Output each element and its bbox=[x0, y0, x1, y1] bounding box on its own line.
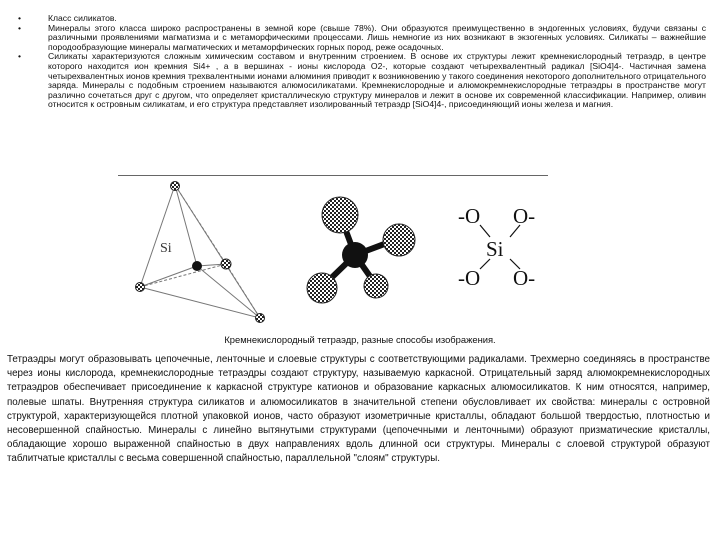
oxygen-atom-left bbox=[136, 283, 145, 292]
oxygen-atom-top bbox=[171, 182, 180, 191]
tetra-si-label: Si bbox=[160, 241, 172, 256]
tetrahedron-wireframe bbox=[140, 185, 260, 318]
bullet-item bbox=[14, 24, 706, 53]
oxygen-ball-right bbox=[383, 224, 415, 256]
structural-formula bbox=[458, 204, 535, 290]
formula-si: Si bbox=[486, 237, 504, 261]
oxygen-ball-bottom bbox=[364, 274, 388, 298]
oxygen-ball-left bbox=[307, 273, 337, 303]
figure-svg bbox=[118, 180, 558, 330]
oxygen-atom-back bbox=[221, 259, 231, 269]
bullet-dot-icon: • bbox=[18, 22, 22, 33]
formula-o-bottom-right: O- bbox=[513, 266, 536, 290]
formula-o-top-left: -O bbox=[458, 204, 481, 228]
bullet-text: Минералы этого класса широко распространены в земной коре (свыше 78%). Они образуются преимущественно в эндогенных условиях, будучи связаны с различными проявлениями магматизма и с метаморфическими процессами. Лишь немногие из них возникают в экзогенных условиях. Силикаты – важнейшие породообразующие минералы магматических и метаморфических горных пород, реже осадочных. bbox=[48, 22, 706, 52]
silicon-atom bbox=[192, 261, 202, 271]
figure-caption: Кремнекислородный тетраэдр, разные способы изображения. bbox=[224, 334, 496, 345]
silicon-ball bbox=[342, 242, 368, 268]
ball-and-stick-model bbox=[307, 197, 415, 303]
main-paragraph: Тетраэдры могут образовывать цепочечные, ленточные и слоевые структуры с соответствующими радикалами. Трехмерно соединяясь в пространстве через ионы кислорода, кремнекислородные тетраэдры создают структуру, называемую каркасной. Отрицательный заряд алюмокремнекислородных тетраэдров обеспечивает присоединение к каркасной структуре катионов и образование каркасных алюмосиликатов. К ним относятся, например, полевые шпаты. Внутренняя структура силикатов и алюмосиликатов в значительной степени обусловливает их свойства: минералы с островной структурой, характеризующейся плотной упаковкой ионов, часто образуют изометричные кристаллы, обладают большой твердостью, плотностью и несовершенной спайностью. Минералы с линейно вытянутыми структурами (цепочечными и ленточными) образуют призматические кристаллы, обладающие хорошо выраженной спайностью в двух направлениях вдоль длинной оси структуры. Минералы с слоевой структурой образуют таблитчатые кристаллы с весьма совершенной спайностью, параллельной "слоям" структуры. bbox=[7, 354, 710, 465]
divider-line bbox=[118, 175, 548, 176]
formula-o-top-right: O- bbox=[513, 204, 536, 228]
formula-o-bottom-left: -O bbox=[458, 266, 481, 290]
bullet-dot-icon: • bbox=[18, 51, 22, 62]
bullet-list bbox=[14, 14, 706, 110]
oxygen-ball-top bbox=[322, 197, 358, 233]
tetrahedron-figure bbox=[118, 180, 558, 330]
bullet-dot-icon: • bbox=[18, 13, 22, 23]
bullet-item bbox=[14, 52, 706, 110]
oxygen-atom-bottom bbox=[256, 314, 265, 323]
bullet-text: Класс силикатов. bbox=[48, 13, 117, 23]
bullet-text: Силикаты характеризуются сложным химическим составом и внутренним строением. В основе их структуры лежит кремнекислородный тетраэдр, в центре которого находится ион кремния Si4+ , а в вершинах - ионы кислорода О2-, которые создают четырехвалентный радикал [SiO4]4-. Частичная замена четырехвалентных ионов кремния трехвалентными ионами алюминия приводит к возникновению у такого соединения некоторого дополнительного отрицательного заряда. Минералы с подобным строением называются алюмосиликатами. Кремнекислородные и алюмокремнекислородные тетраэдры в пространстве могут различно сочетаться друг с другом, что определяет кристаллическую структуру минералов и лежит в основе их современной классификации. Например, оливин относится к островным силикатам, и его структура представляет изолированный тетраэдр [SiO4]4-, присоединяющий ионы железа и магния. bbox=[48, 51, 706, 110]
